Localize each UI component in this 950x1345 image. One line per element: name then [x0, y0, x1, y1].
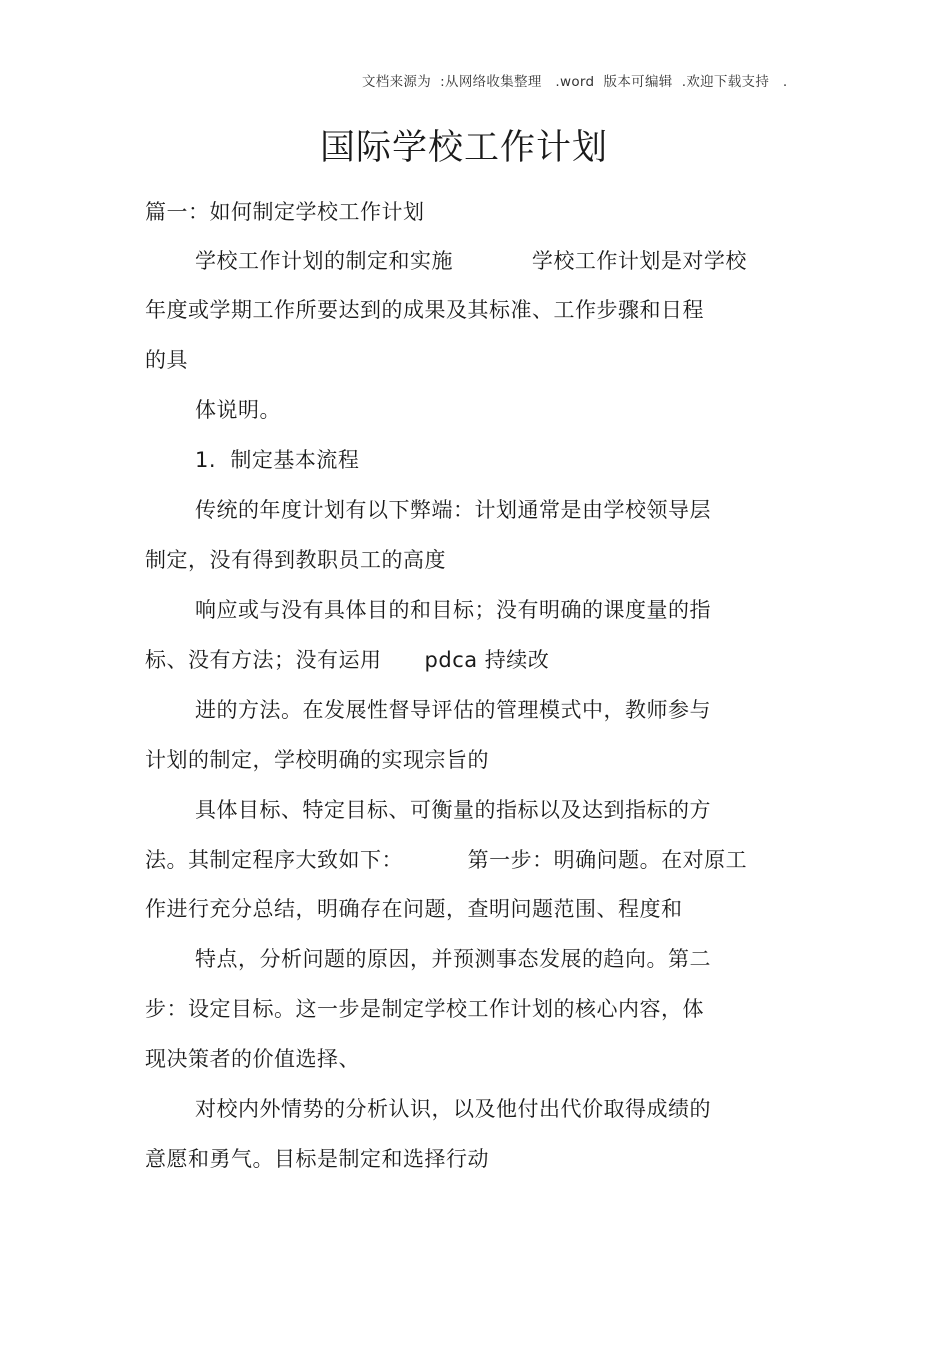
paragraph-line: 具体目标、特定目标、可衡量的指标以及达到指标的方	[195, 798, 711, 822]
paragraph-line: 标、没有方法；没有运用 pdca 持续改	[145, 648, 550, 672]
paragraph-line: 计划的制定，学校明确的实现宗旨的	[145, 748, 489, 772]
paragraph-line: 体说明。	[195, 398, 281, 422]
source-note-header: 文档来源为 :从网络收集整理 .word 版本可编辑 .欢迎下载支持 .	[362, 74, 788, 90]
paragraph-line: 法。其制定程序大致如下： 第一步：明确问题。在对原工	[145, 848, 748, 872]
paragraph-line: 进的方法。在发展性督导评估的管理模式中，教师参与	[195, 698, 711, 722]
paragraph-line: 对校内外情势的分析认识，以及他付出代价取得成绩的	[195, 1097, 711, 1121]
subsection-heading: 1. 制定基本流程	[195, 448, 360, 472]
section-heading: 篇一：如何制定学校工作计划	[145, 200, 425, 224]
paragraph-line: 特点，分析问题的原因，并预测事态发展的趋向。第二	[195, 947, 711, 971]
paragraph-line: 学校工作计划的制定和实施 学校工作计划是对学校	[195, 249, 747, 273]
document-title: 国际学校工作计划	[319, 128, 608, 168]
paragraph-line: 意愿和勇气。目标是制定和选择行动	[145, 1147, 489, 1171]
paragraph-line: 年度或学期工作所要达到的成果及其标准、工作步骤和日程	[145, 298, 704, 322]
paragraph-line: 作进行充分总结，明确存在问题，查明问题范围、程度和	[145, 897, 683, 921]
paragraph-line: 制定，没有得到教职员工的高度	[145, 548, 446, 572]
paragraph-line: 响应或与没有具体目的和目标；没有明确的课度量的指	[195, 598, 711, 622]
paragraph-line: 的具	[145, 348, 188, 372]
paragraph-line: 现决策者的价值选择、	[145, 1047, 360, 1071]
paragraph-line: 步：设定目标。这一步是制定学校工作计划的核心内容，体	[145, 997, 704, 1021]
paragraph-line: 传统的年度计划有以下弊端：计划通常是由学校领导层	[195, 498, 711, 522]
